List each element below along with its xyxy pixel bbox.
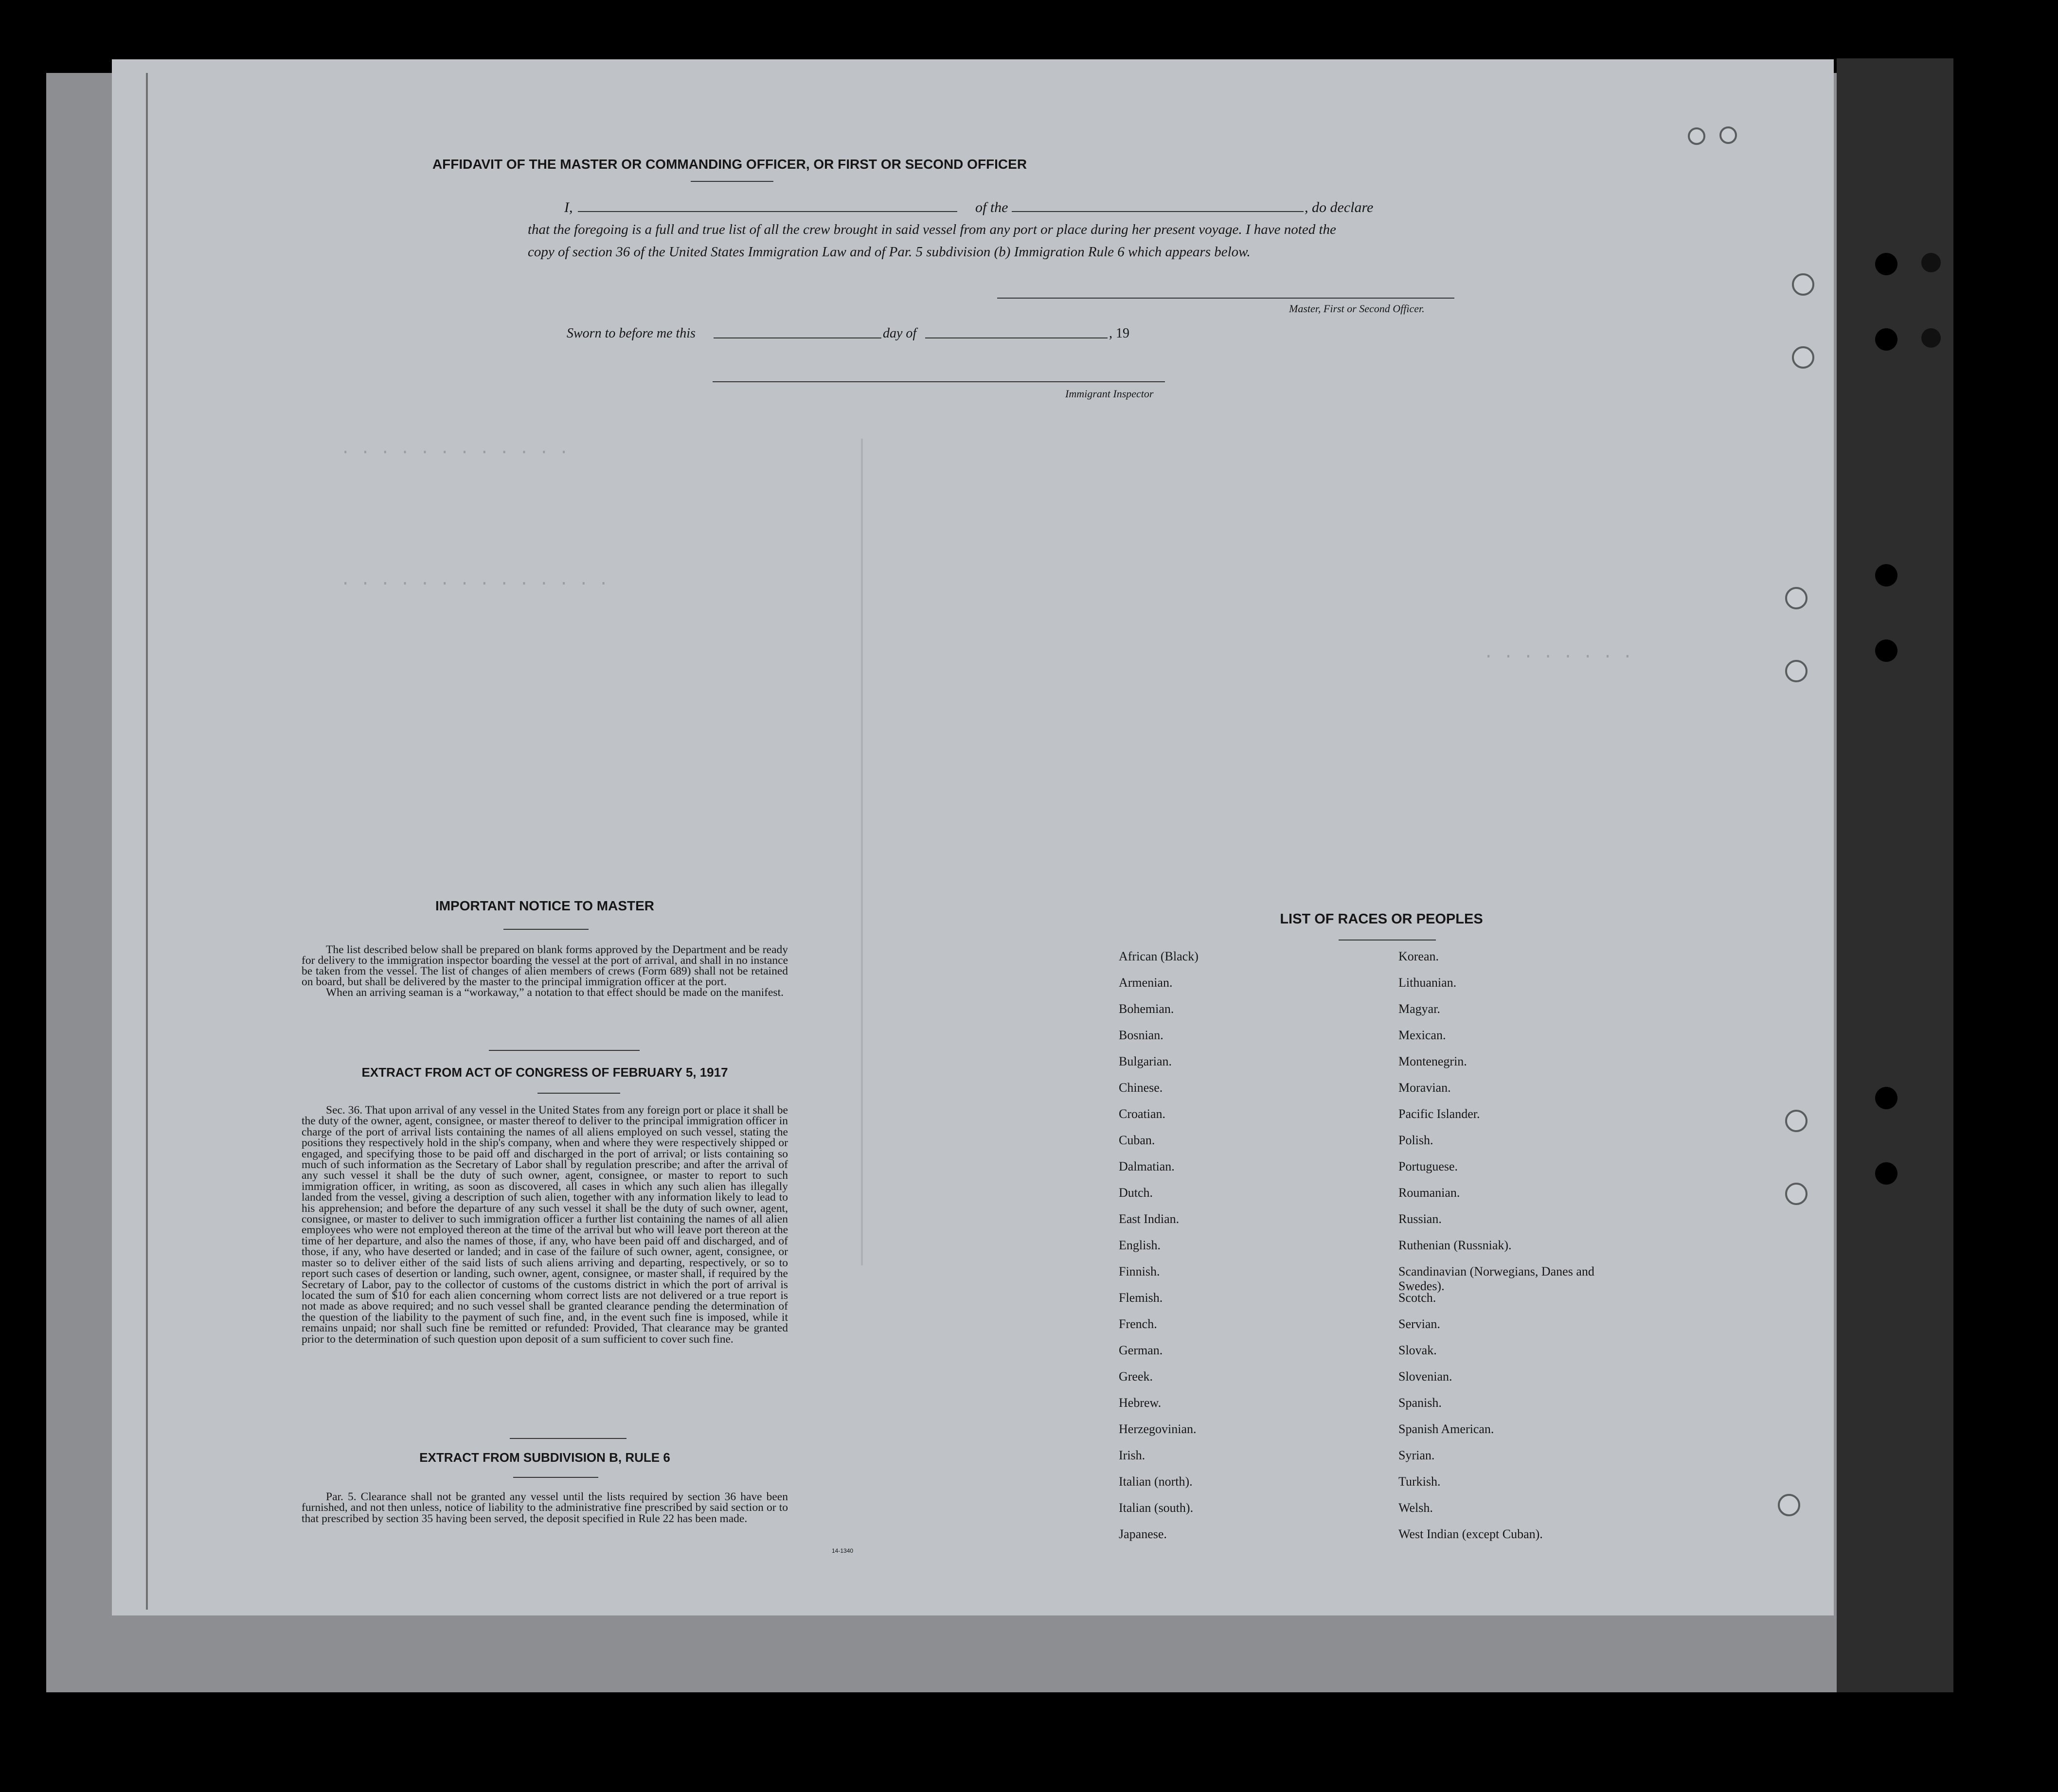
inspector-label: Immigrant Inspector — [1065, 388, 1154, 400]
race-item: Polish. — [1398, 1133, 1433, 1147]
race-item: Servian. — [1398, 1317, 1440, 1331]
section-divider — [489, 1050, 640, 1051]
race-item: Bohemian. — [1119, 1002, 1174, 1016]
notice-title: IMPORTANT NOTICE TO MASTER — [435, 898, 655, 913]
race-item: Dalmatian. — [1119, 1159, 1175, 1173]
race-item: French. — [1119, 1317, 1157, 1331]
notice-para-2: When an arriving seaman is a “workaway,” a notation to that effect should be made on the manifest. — [326, 986, 784, 999]
race-item: West Indian (except Cuban). — [1398, 1527, 1543, 1541]
races-left-column — [1119, 949, 1323, 1553]
title-rule — [691, 181, 773, 182]
binder-hole — [1875, 1087, 1897, 1109]
punch-hole — [1785, 1183, 1807, 1205]
race-item: East Indian. — [1119, 1212, 1180, 1226]
race-item: Hebrew. — [1119, 1396, 1162, 1410]
races-title: LIST OF RACES OR PEOPLES — [1280, 911, 1483, 927]
extract2-rule — [513, 1477, 598, 1478]
race-item: Irish. — [1119, 1448, 1145, 1462]
binder-hole — [1875, 328, 1897, 351]
sworn-day-of: day of — [883, 326, 917, 341]
race-item: Pacific Islander. — [1398, 1107, 1480, 1121]
punch-hole — [1688, 127, 1705, 145]
affidavit-line-3: copy of section 36 of the United States Immigration Law and of Par. 5 subdivision (b) Immigration Rule 6 which appears below. — [528, 244, 1251, 260]
race-item: Dutch. — [1119, 1186, 1153, 1200]
race-item: Ruthenian (Russniak). — [1398, 1238, 1512, 1252]
binder-hole — [1921, 253, 1941, 272]
race-item: Montenegrin. — [1398, 1054, 1467, 1068]
race-item: Scotch. — [1398, 1291, 1436, 1305]
punch-hole — [1719, 126, 1737, 144]
race-item: Mexican. — [1398, 1028, 1446, 1042]
race-item: English. — [1119, 1238, 1161, 1252]
punch-hole — [1792, 346, 1814, 369]
race-item: Russian. — [1398, 1212, 1442, 1226]
race-item: Herzegovinian. — [1119, 1422, 1197, 1436]
name-blank[interactable] — [578, 211, 957, 212]
race-item: Cuban. — [1119, 1133, 1155, 1147]
vessel-blank[interactable] — [1012, 211, 1304, 212]
signature-label: Master, First or Second Officer. — [1289, 302, 1425, 315]
bleed-through-row: · · · · · · · · · · · · · · — [340, 575, 608, 593]
extract2-title: EXTRACT FROM SUBDIVISION B, RULE 6 — [419, 1450, 670, 1465]
sworn-prefix: Sworn to before me this — [567, 326, 696, 341]
punch-hole — [1785, 660, 1807, 682]
sworn-day-blank[interactable] — [714, 337, 881, 338]
extract1-body: Sec. 36. That upon arrival of any vessel in the United States from any foreign port or place it shall be the duty of the owner, agent, consignee, or master thereof to deliver to the principal immigration officer in charge of the port of arrival lists containing the names of all aliens employed on such vessel, stating the positions they respectively hold in the ship's company, when and where they were respectively shipped or engaged, and specifying those to be paid off and discharged in the port of arrival; or lists containing so much of such information as the Secretary of Labor shall by regulation prescribe; and after the arrival of any such vessel it shall be the duty of such owner, agent, consignee, or master to report to such immigration officer, in writing, as soon as discovered, all cases in which any such alien has illegally landed from the vessel, giving a description of such alien, together with any information likely to lead to his apprehension; and before the departure of any such vessel it shall be the duty of such owner, agent, consignee, or master to deliver to such immigration officer a further list containing the names of all alien employees who were not employed thereon at the time of the arrival but who will leave port thereon at the time of her departure, and also the names of those, if any, who have been paid off and discharged, and of those, if any, who have deserted or landed; and in case of the failure of such owner, agent, consignee, or master so to deliver either of the said lists of such aliens arriving and departing, respectively, or so to report such cases of desertion or landing, such owner, agent, consignee, or master shall, if required by the Secretary of Labor, pay to the collector of customs of the customs district in which the port of arrival is located the sum of $10 for each alien concerning whom correct lists are not delivered or a true report is not made as above required; and no such vessel shall be granted clearance pending the determination of the question of the liability to the payment of such fine, and, in the event such fine is imposed, while it remains unpaid; nor shall such fine be remitted or refunded: Provided, That clearance may be granted prior to the determination of such question upon deposit of a sum sufficient to cover such fine. — [302, 1104, 788, 1346]
race-item: Italian (north). — [1119, 1474, 1193, 1489]
race-item: Finnish. — [1119, 1264, 1160, 1278]
bleed-through-row: · · · · · · · · — [1484, 648, 1633, 666]
form-number: 14-1340 — [832, 1547, 854, 1554]
race-item: Roumanian. — [1398, 1186, 1460, 1200]
binder-hole — [1921, 328, 1941, 348]
race-item: Spanish. — [1398, 1396, 1442, 1410]
manifest-page — [112, 59, 1834, 1615]
punch-hole — [1792, 273, 1814, 296]
race-item: Welsh. — [1398, 1501, 1433, 1515]
extract1-rule — [537, 1093, 620, 1094]
punch-hole — [1778, 1494, 1800, 1516]
race-item: Portuguese. — [1398, 1159, 1458, 1173]
sheet-edge — [146, 73, 148, 1610]
extract2-body: Par. 5. Clearance shall not be granted any vessel until the lists required by section 36 have been furnished, and not then unless, notice of liability to the administrative fine prescribed by said section or to that prescribed by section 35 having been served, the deposit specified in Rule 22 has been made. — [302, 1490, 788, 1525]
punch-hole — [1785, 587, 1807, 609]
affidavit-line-2: that the foregoing is a full and true list of all the crew brought in said vessel from any port or place during her present voyage. I have noted the — [528, 222, 1336, 237]
race-item: Japanese. — [1119, 1527, 1167, 1541]
affidavit-line-i: I, — [564, 199, 573, 215]
race-item: Slovenian. — [1398, 1369, 1452, 1384]
binder-hole — [1875, 639, 1897, 662]
notice-para-1: The list described below shall be prepared on blank forms approved by the Department and be ready for delivery to the immigration inspector boarding the vessel at the port of arrival, and shall in no instance be taken from the vessel. The list of changes of alien members of crews (Form 689) shall not be retained on board, but shall be delivered by the master to the principal immigration officer at the port. — [302, 943, 788, 988]
race-item: Chinese. — [1119, 1081, 1163, 1095]
race-item: Lithuanian. — [1398, 976, 1457, 990]
extract1-title: EXTRACT FROM ACT OF CONGRESS OF FEBRUARY 5, 1917 — [361, 1065, 728, 1080]
race-item: Bulgarian. — [1119, 1054, 1172, 1068]
bleed-through-row: · · · · · · · · · · · · — [340, 444, 569, 462]
binder-hole — [1875, 1162, 1897, 1185]
race-item: Magyar. — [1398, 1002, 1440, 1016]
race-item: Italian (south). — [1119, 1501, 1194, 1515]
binder-hole — [1875, 564, 1897, 586]
affidavit-title: AFFIDAVIT OF THE MASTER OR COMMANDING OFFICER, OR FIRST OR SECOND OFFICER — [432, 157, 1027, 172]
race-item: Korean. — [1398, 949, 1439, 963]
race-item: German. — [1119, 1343, 1163, 1357]
race-item: Turkish. — [1398, 1474, 1441, 1489]
race-item: Bosnian. — [1119, 1028, 1163, 1042]
race-item: Scandinavian (Norwegians, Danes and Swedes). — [1398, 1264, 1594, 1293]
race-item: Flemish. — [1119, 1291, 1163, 1305]
notice-body — [302, 944, 788, 998]
race-item: Spanish American. — [1398, 1422, 1494, 1436]
section-divider-2 — [510, 1438, 626, 1439]
binder-hole — [1875, 253, 1897, 275]
race-item: Greek. — [1119, 1369, 1153, 1384]
punch-hole — [1785, 1110, 1807, 1132]
races-right-column — [1398, 949, 1603, 1553]
notice-rule — [503, 929, 589, 930]
race-item: Syrian. — [1398, 1448, 1435, 1462]
signature-blank[interactable] — [997, 298, 1454, 299]
sworn-month-blank[interactable] — [925, 337, 1108, 338]
race-item: Croatian. — [1119, 1107, 1166, 1121]
affidavit-do-declare: , do declare — [1305, 199, 1374, 215]
affidavit-of-the: of the — [975, 199, 1008, 215]
sworn-year: , 19 — [1109, 326, 1129, 341]
bleed-through-rule — [861, 439, 863, 1265]
race-item: Moravian. — [1398, 1081, 1451, 1095]
race-item: African (Black) — [1119, 949, 1199, 963]
race-item: Armenian. — [1119, 976, 1173, 990]
inspector-blank[interactable] — [713, 381, 1165, 382]
race-item: Slovak. — [1398, 1343, 1437, 1357]
binding-strip — [1837, 58, 1953, 1692]
